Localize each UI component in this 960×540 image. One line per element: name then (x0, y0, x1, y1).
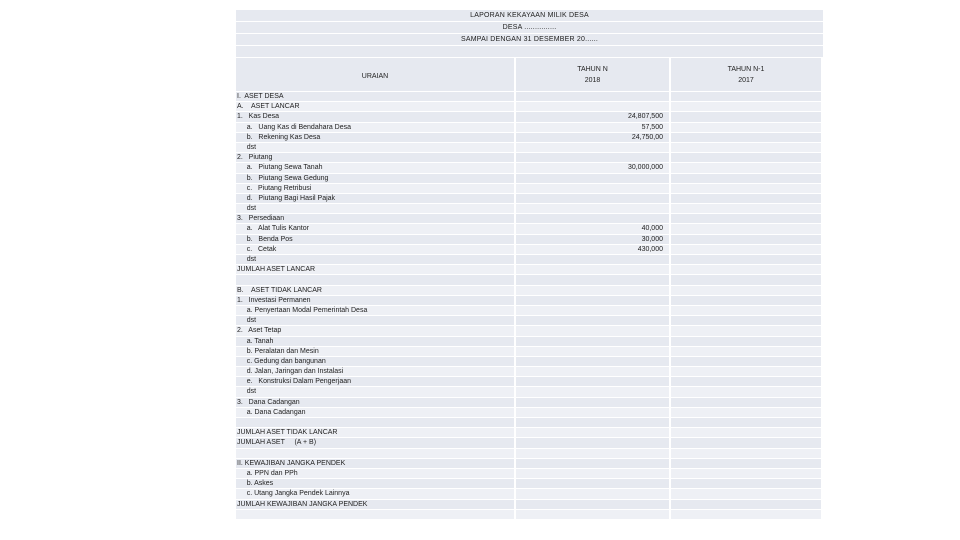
table-cell-uraian: 3. Dana Cadangan (236, 398, 516, 408)
table-cell-uraian: dst (236, 143, 516, 153)
table-cell-year-n (516, 489, 671, 499)
table-cell-year-n1 (671, 275, 823, 285)
table-cell-uraian (236, 449, 516, 459)
table-cell-uraian: c. Utang Jangka Pendek Lainnya (236, 489, 516, 499)
table-cell-year-n: 57,500 (516, 123, 671, 133)
table-cell-year-n: 430,000 (516, 245, 671, 255)
table-cell-uraian: a. Alat Tulis Kantor (236, 224, 516, 234)
table-cell-uraian: a. Piutang Sewa Tanah (236, 163, 516, 173)
table-cell-year-n1 (671, 357, 823, 367)
table-cell-year-n1 (671, 489, 823, 499)
table-cell-uraian: 1. Investasi Permanen (236, 296, 516, 306)
table-cell-uraian: JUMLAH ASET TIDAK LANCAR (236, 428, 516, 438)
table-cell-year-n: 24,750,00 (516, 133, 671, 143)
table-cell-uraian: dst (236, 387, 516, 397)
year-n-label: TAHUN N (577, 65, 608, 73)
table-cell-year-n1 (671, 367, 823, 377)
table-cell-year-n1 (671, 255, 823, 265)
table-cell-year-n: 24,807,500 (516, 112, 671, 122)
table-cell-year-n (516, 408, 671, 418)
table-cell-year-n1 (671, 500, 823, 510)
table-cell-year-n1 (671, 123, 823, 133)
table-cell-year-n1 (671, 92, 823, 102)
table-cell-uraian: 1. Kas Desa (236, 112, 516, 122)
table-cell-uraian: c. Gedung dan bangunan (236, 357, 516, 367)
report-title: LAPORAN KEKAYAAN MILIK DESA (236, 10, 823, 22)
table-cell-year-n (516, 275, 671, 285)
table-cell-uraian: b. Peralatan dan Mesin (236, 347, 516, 357)
table-cell-year-n (516, 438, 671, 448)
table-cell-year-n (516, 357, 671, 367)
table-cell-year-n1 (671, 408, 823, 418)
table-cell-uraian: I. ASET DESA (236, 92, 516, 102)
report-desa: DESA ............... (236, 22, 823, 34)
table-cell-year-n1 (671, 235, 823, 245)
table-cell-uraian: dst (236, 204, 516, 214)
table-cell-year-n (516, 500, 671, 510)
table-cell-year-n1 (671, 296, 823, 306)
year-n-value: 2018 (584, 76, 601, 84)
table-cell-year-n (516, 296, 671, 306)
table-cell-year-n (516, 347, 671, 357)
report-period: SAMPAI DENGAN 31 DESEMBER 20...... (236, 34, 823, 46)
table-cell-year-n (516, 510, 671, 520)
table-cell-uraian: e. Konstruksi Dalam Pengerjaan (236, 377, 516, 387)
table-cell-year-n (516, 194, 671, 204)
year-n1-label: TAHUN N-1 (727, 65, 765, 73)
table-cell-year-n1 (671, 469, 823, 479)
table-cell-uraian: a. Dana Cadangan (236, 408, 516, 418)
table-cell-year-n1 (671, 428, 823, 438)
table-cell-uraian: a. Uang Kas di Bendahara Desa (236, 123, 516, 133)
table-cell-year-n (516, 387, 671, 397)
table-cell-year-n1 (671, 347, 823, 357)
report-sheet (236, 10, 823, 520)
table-cell-year-n1 (671, 438, 823, 448)
table-cell-year-n1 (671, 510, 823, 520)
table-cell-year-n (516, 255, 671, 265)
table-cell-year-n (516, 306, 671, 316)
table-cell-year-n1 (671, 387, 823, 397)
table-cell-uraian: A. ASET LANCAR (236, 102, 516, 112)
table-cell-year-n1 (671, 418, 823, 428)
table-cell-uraian: dst (236, 316, 516, 326)
table-cell-year-n (516, 214, 671, 224)
table-cell-uraian: d. Piutang Bagi Hasil Pajak (236, 194, 516, 204)
table-cell-uraian (236, 418, 516, 428)
table-cell-year-n (516, 102, 671, 112)
table-cell-uraian (236, 275, 516, 285)
table-cell-year-n (516, 286, 671, 296)
table-cell-year-n (516, 92, 671, 102)
table-cell-uraian: c. Cetak (236, 245, 516, 255)
table-cell-uraian: B. ASET TIDAK LANCAR (236, 286, 516, 296)
table-cell-uraian: 2. Piutang (236, 153, 516, 163)
table-cell-uraian: JUMLAH KEWAJIBAN JANGKA PENDEK (236, 500, 516, 510)
table-cell-uraian (236, 510, 516, 520)
spacer-row (236, 46, 823, 58)
table-cell-year-n: 30,000 (516, 235, 671, 245)
table-cell-year-n1 (671, 174, 823, 184)
table-cell-year-n1 (671, 265, 823, 275)
table-cell-year-n (516, 174, 671, 184)
table-cell-year-n1 (671, 194, 823, 204)
table-cell-year-n1 (671, 204, 823, 214)
column-header-year-n1 (671, 58, 823, 92)
table-cell-year-n1 (671, 214, 823, 224)
table-cell-year-n (516, 316, 671, 326)
table-cell-uraian: II. KEWAJIBAN JANGKA PENDEK (236, 459, 516, 469)
table-cell-uraian: b. Rekening Kas Desa (236, 133, 516, 143)
table-cell-year-n1 (671, 306, 823, 316)
table-cell-year-n1 (671, 286, 823, 296)
table-cell-year-n (516, 326, 671, 336)
table-cell-year-n (516, 479, 671, 489)
table-cell-uraian: a. Tanah (236, 337, 516, 347)
table-cell-year-n (516, 143, 671, 153)
table-cell-year-n: 30,000,000 (516, 163, 671, 173)
table-body (236, 92, 823, 520)
table-cell-year-n (516, 398, 671, 408)
table-cell-year-n (516, 459, 671, 469)
table-cell-year-n (516, 204, 671, 214)
table-cell-year-n1 (671, 163, 823, 173)
table-cell-uraian: dst (236, 255, 516, 265)
table-cell-year-n1 (671, 377, 823, 387)
table-cell-year-n1 (671, 316, 823, 326)
table-cell-year-n1 (671, 245, 823, 255)
table-cell-year-n1 (671, 133, 823, 143)
table-cell-uraian: JUMLAH ASET (A + B) (236, 438, 516, 448)
table-cell-year-n (516, 418, 671, 428)
table-cell-year-n1 (671, 337, 823, 347)
table-cell-year-n1 (671, 102, 823, 112)
table-cell-year-n1 (671, 112, 823, 122)
table-cell-year-n: 40,000 (516, 224, 671, 234)
table-cell-year-n (516, 377, 671, 387)
table-cell-uraian: b. Benda Pos (236, 235, 516, 245)
table-cell-year-n (516, 367, 671, 377)
table-cell-year-n (516, 449, 671, 459)
table-cell-year-n (516, 428, 671, 438)
table-cell-uraian: b. Askes (236, 479, 516, 489)
table-cell-uraian: b. Piutang Sewa Gedung (236, 174, 516, 184)
uraian-label: URAIAN (361, 73, 389, 80)
table-cell-year-n1 (671, 398, 823, 408)
table-cell-uraian: a. Penyertaan Modal Pemerintah Desa (236, 306, 516, 316)
column-header-uraian (236, 58, 516, 92)
table-cell-uraian: a. PPN dan PPh (236, 469, 516, 479)
table-cell-year-n (516, 265, 671, 275)
table-cell-year-n1 (671, 224, 823, 234)
table-cell-year-n1 (671, 326, 823, 336)
table-cell-uraian: 3. Persediaan (236, 214, 516, 224)
table-cell-uraian: d. Jalan, Jaringan dan Instalasi (236, 367, 516, 377)
table-cell-year-n1 (671, 143, 823, 153)
table-cell-year-n (516, 153, 671, 163)
table-cell-year-n1 (671, 459, 823, 469)
table-cell-uraian: JUMLAH ASET LANCAR (236, 265, 516, 275)
table-cell-year-n (516, 469, 671, 479)
column-header (236, 58, 823, 92)
table-cell-year-n (516, 184, 671, 194)
table-cell-year-n (516, 337, 671, 347)
table-cell-year-n1 (671, 184, 823, 194)
year-n1-value: 2017 (738, 76, 754, 84)
table-cell-year-n1 (671, 479, 823, 489)
table-cell-year-n1 (671, 449, 823, 459)
table-cell-uraian: 2. Aset Tetap (236, 326, 516, 336)
table-cell-year-n1 (671, 153, 823, 163)
table-cell-uraian: c. Piutang Retribusi (236, 184, 516, 194)
column-header-year-n (516, 58, 671, 92)
